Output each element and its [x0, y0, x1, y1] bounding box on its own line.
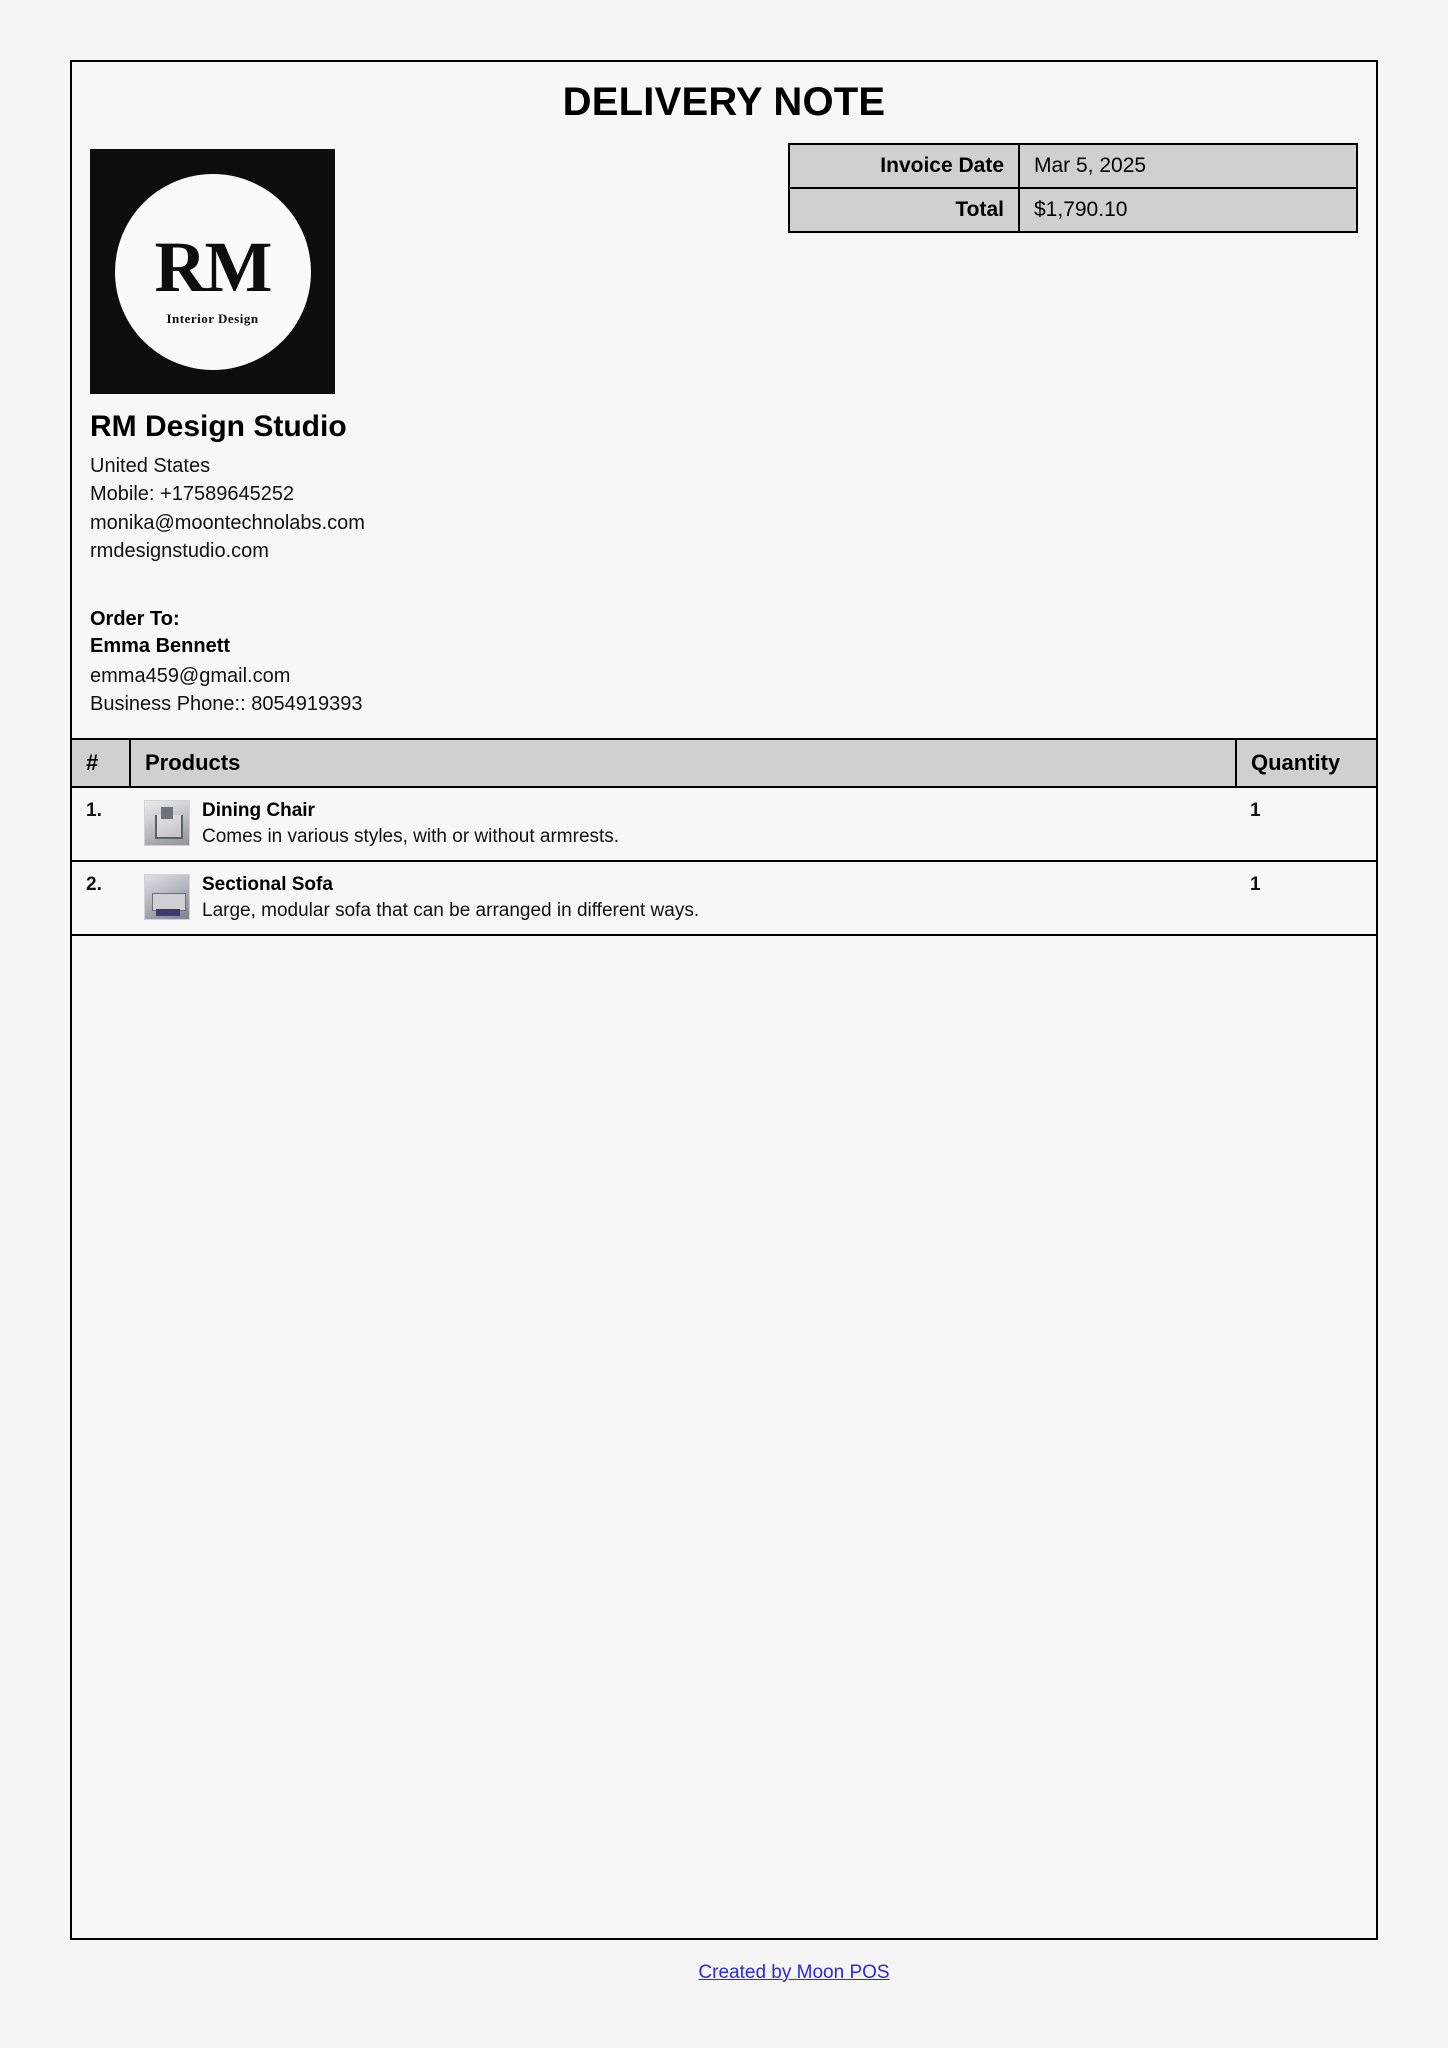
row-index: 1. — [72, 787, 130, 861]
invoice-date-label: Invoice Date — [789, 144, 1019, 188]
table-row — [789, 144, 1357, 188]
invoice-date-value: Mar 5, 2025 — [1019, 144, 1357, 188]
company-country: United States — [90, 455, 211, 477]
customer-phone: Business Phone:: 8054919393 — [90, 692, 363, 715]
product-cell — [130, 787, 1236, 861]
product-name: Dining Chair — [202, 800, 315, 822]
products-table — [72, 738, 1376, 936]
column-header-quantity: Quantity — [1236, 739, 1376, 787]
logo-monogram: RM — [154, 226, 271, 307]
table-row — [72, 861, 1376, 935]
table-header-row — [72, 739, 1376, 787]
total-label: Total — [789, 188, 1019, 232]
created-by-moon-pos-link[interactable]: Created by Moon POS — [698, 1962, 890, 1983]
row-index: 2. — [72, 861, 130, 935]
page-title: DELIVERY NOTE — [562, 80, 886, 124]
company-info-block — [72, 410, 1376, 566]
company-name: RM Design Studio — [90, 410, 347, 443]
product-description: Comes in various styles, with or without armrests. — [202, 826, 620, 848]
column-header-number: # — [72, 739, 130, 787]
product-description: Large, modular sofa that can be arranged in different ways. — [202, 900, 700, 922]
dining-chair-image — [144, 800, 190, 846]
company-website: rmdesignstudio.com — [90, 540, 269, 563]
company-logo — [90, 149, 335, 394]
customer-info-block — [72, 608, 1376, 719]
header-zone — [72, 135, 1376, 394]
invoice-meta-table — [788, 143, 1358, 233]
company-mobile: Mobile: +17589645252 — [90, 483, 295, 506]
footer — [70, 1940, 1448, 1984]
sectional-sofa-image — [144, 874, 190, 920]
company-email: monika@moontechnolabs.com — [90, 511, 365, 534]
product-quantity: 1 — [1236, 787, 1376, 861]
logo-tagline: Interior Design — [166, 310, 259, 326]
column-header-products: Products — [130, 739, 1236, 787]
order-to-heading: Order To: — [90, 607, 180, 630]
table-empty-space — [72, 936, 1376, 1938]
table-row — [72, 787, 1376, 861]
delivery-note-sheet — [70, 60, 1378, 1940]
product-name: Sectional Sofa — [202, 874, 333, 896]
total-value: $1,790.10 — [1019, 188, 1357, 232]
product-cell — [130, 861, 1236, 935]
product-quantity: 1 — [1236, 861, 1376, 935]
customer-name: Emma Bennett — [90, 634, 231, 657]
table-row — [789, 188, 1357, 232]
customer-email: emma459@gmail.com — [90, 664, 291, 687]
